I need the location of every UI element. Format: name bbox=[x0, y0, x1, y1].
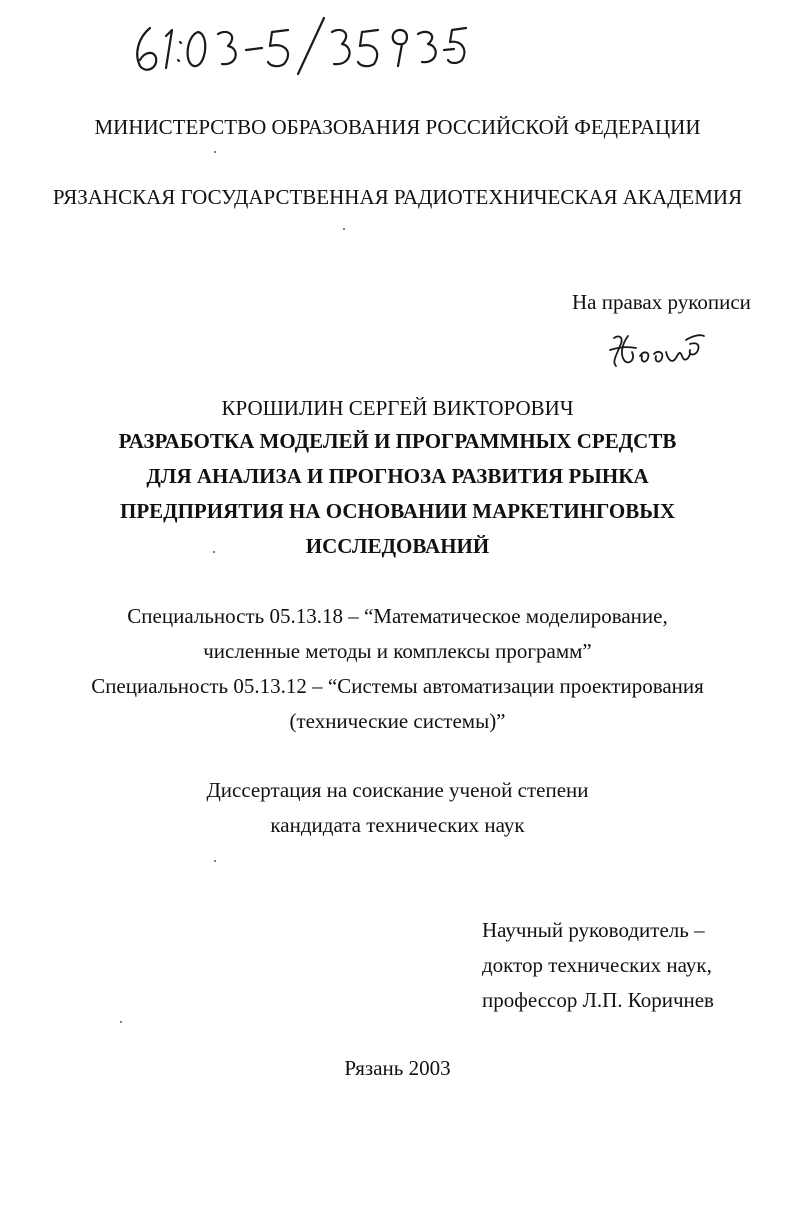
handwritten-archive-number bbox=[128, 14, 468, 76]
degree-line-2: кандидата технических наук bbox=[270, 813, 525, 837]
title-line-4: ИССЛЕДОВАНИЙ bbox=[305, 534, 490, 558]
title-line-2: ДЛЯ АНАЛИЗА И ПРОГНОЗА РАЗВИТИЯ РЫНКА bbox=[146, 464, 649, 488]
scan-speck bbox=[214, 151, 216, 153]
manuscript-rights: На правах рукописи bbox=[572, 290, 751, 314]
supervisor-line-1: Научный руководитель – bbox=[482, 918, 705, 942]
scan-speck bbox=[343, 228, 345, 230]
supervisor-line-3: профессор Л.П. Коричнев bbox=[482, 988, 714, 1012]
academy-name: РЯЗАНСКАЯ ГОСУДАРСТВЕННАЯ РАДИОТЕХНИЧЕСКАЯ АКАДЕМИЯ bbox=[52, 185, 743, 209]
author-signature bbox=[606, 330, 706, 372]
scan-speck bbox=[213, 551, 215, 553]
scan-speck bbox=[214, 860, 216, 862]
title-line-1: РАЗРАБОТКА МОДЕЛЕЙ И ПРОГРАММНЫХ СРЕДСТВ bbox=[118, 429, 677, 453]
ministry-name: МИНИСТЕРСТВО ОБРАЗОВАНИЯ РОССИЙСКОЙ ФЕДЕРАЦИИ bbox=[94, 115, 701, 139]
scan-speck bbox=[120, 1021, 122, 1023]
speciality-line-3: Специальность 05.13.12 – “Системы автоматизации проектирования bbox=[91, 674, 704, 698]
supervisor-line-2: доктор технических наук, bbox=[482, 953, 712, 977]
speciality-line-2: численные методы и комплексы программ” bbox=[203, 639, 592, 663]
speciality-line-4: (технические системы)” bbox=[289, 709, 506, 733]
speciality-line-1: Специальность 05.13.18 – “Математическое моделирование, bbox=[127, 604, 668, 628]
author-name: КРОШИЛИН СЕРГЕЙ ВИКТОРОВИЧ bbox=[221, 396, 574, 420]
city-year: Рязань 2003 bbox=[344, 1056, 451, 1080]
degree-line-1: Диссертация на соискание ученой степени bbox=[206, 778, 589, 802]
title-line-3: ПРЕДПРИЯТИЯ НА ОСНОВАНИИ МАРКЕТИНГОВЫХ bbox=[119, 499, 675, 523]
